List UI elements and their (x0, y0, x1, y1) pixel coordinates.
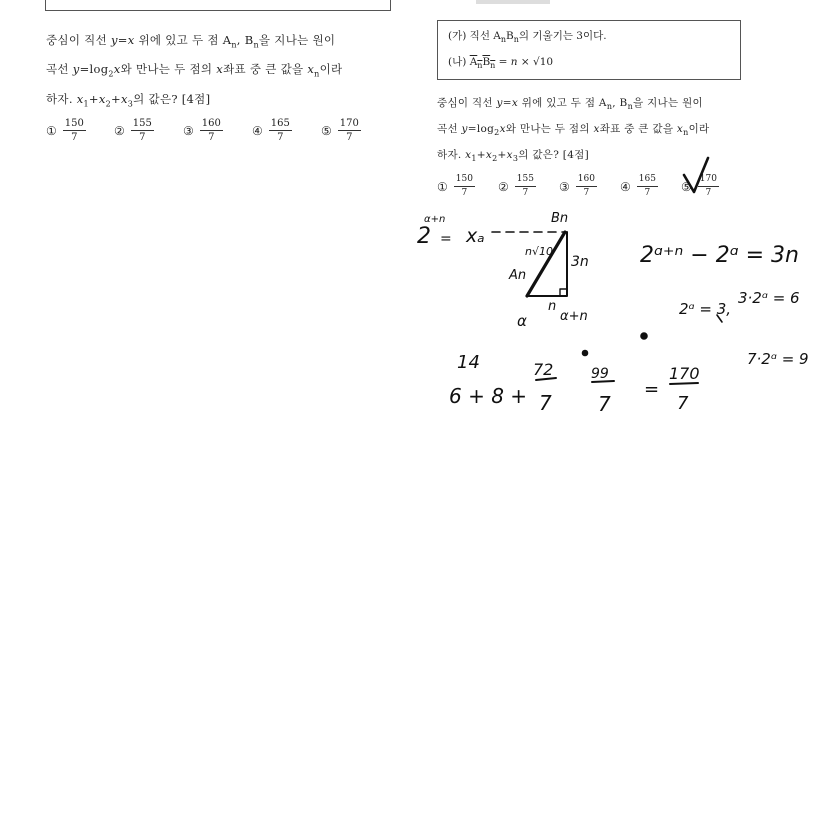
left-problem-line-1: 중심이 직선 y=x 위에 있고 두 점 $A_n$, $B_n$을 지나는 원이 (46, 33, 336, 50)
left-choice-1[interactable]: ① $\frac{150}{7}$ (46, 118, 84, 143)
right-problem-line-3: 하자. $x_1+x_2+x_3$의 값은? [4점] (437, 149, 590, 164)
condition-ga: (가) 직선 $A_nB_n$의 기울기는 3이다. (448, 30, 607, 45)
hw-equation-1: 2ᵅ⁺ⁿ − 2ᵅ = 3n (640, 243, 799, 268)
hw-frac2-den: 7 (598, 392, 611, 416)
hw-frac1-den: 7 (539, 391, 552, 415)
left-choice-4[interactable]: ④ $\frac{165}{7}$ (252, 118, 290, 143)
hw-hypotenuse: n√10 (525, 245, 553, 258)
right-choice-1[interactable]: ① $\frac{150}{7}$ (437, 174, 473, 198)
hw-vertical: 3n (571, 254, 589, 270)
triangle-hypotenuse (527, 232, 565, 296)
hw-alpha-n: α+n (560, 309, 588, 324)
condition-na: (나) $A_nB_n = n \times √10$ (448, 56, 554, 71)
right-choice-4[interactable]: ④ $\frac{165}{7}$ (620, 174, 656, 198)
left-choice-3[interactable]: ③ $\frac{160}{7}$ (183, 118, 221, 143)
right-angle-mark (560, 289, 567, 296)
right-choice-3[interactable]: ③ $\frac{160}{7}$ (559, 174, 595, 198)
hw-horizontal: n (548, 299, 557, 314)
hw-label-bn: Bn (551, 211, 569, 226)
hw-alpha: α (517, 312, 527, 330)
hw-base-2: 2 (417, 224, 431, 249)
right-problem-line-2: 곡선 $y=\log_2x$와 만나는 두 점의 x좌표 중 큰 값을 $x_n$이라 (437, 123, 710, 138)
hw-result-num: 170 (669, 364, 700, 383)
hw-equals: = (440, 231, 452, 247)
left-choice-5[interactable]: ⑤ $\frac{170}{7}$ (321, 118, 359, 143)
left-problem-line-3: 하자. $x_1+x_2+x_3$의 값은? [4점] (46, 91, 211, 108)
right-problem-line-1: 중심이 직선 y=x 위에 있고 두 점 $A_n$, $B_n$을 지나는 원이 (437, 97, 703, 112)
hw-equation-3: 7·2ᵅ = 9 (747, 350, 809, 368)
hw-exponent: α+n (424, 214, 446, 225)
hw-x-alpha: xₐ (466, 225, 485, 247)
hw-equation-2a: 2ᵅ = 3, (679, 300, 732, 318)
hw-result-den: 7 (677, 393, 689, 414)
hw-sum-line: 6 + 8 + (449, 384, 528, 408)
hw-frac2-num: 99 (591, 366, 609, 382)
checkmark-icon (684, 158, 708, 192)
hw-frac1-num: 72 (533, 360, 554, 379)
hw-sum-14: 14 (457, 352, 480, 373)
right-choice-5[interactable]: ⑤ $\frac{170}{7}$ (681, 174, 717, 198)
left-problem-line-2: 곡선 $y=\log_2x$와 만나는 두 점의 x좌표 중 큰 값을 $x_n$이라 (46, 62, 343, 79)
hw-label-an: An (509, 268, 527, 283)
hw-equation-2b: 3·2ᵅ = 6 (738, 289, 800, 307)
right-choice-2[interactable]: ② $\frac{155}{7}$ (498, 174, 534, 198)
hw-equals-2: = (644, 379, 660, 400)
left-choice-2[interactable]: ② $\frac{155}{7}$ (114, 118, 152, 143)
